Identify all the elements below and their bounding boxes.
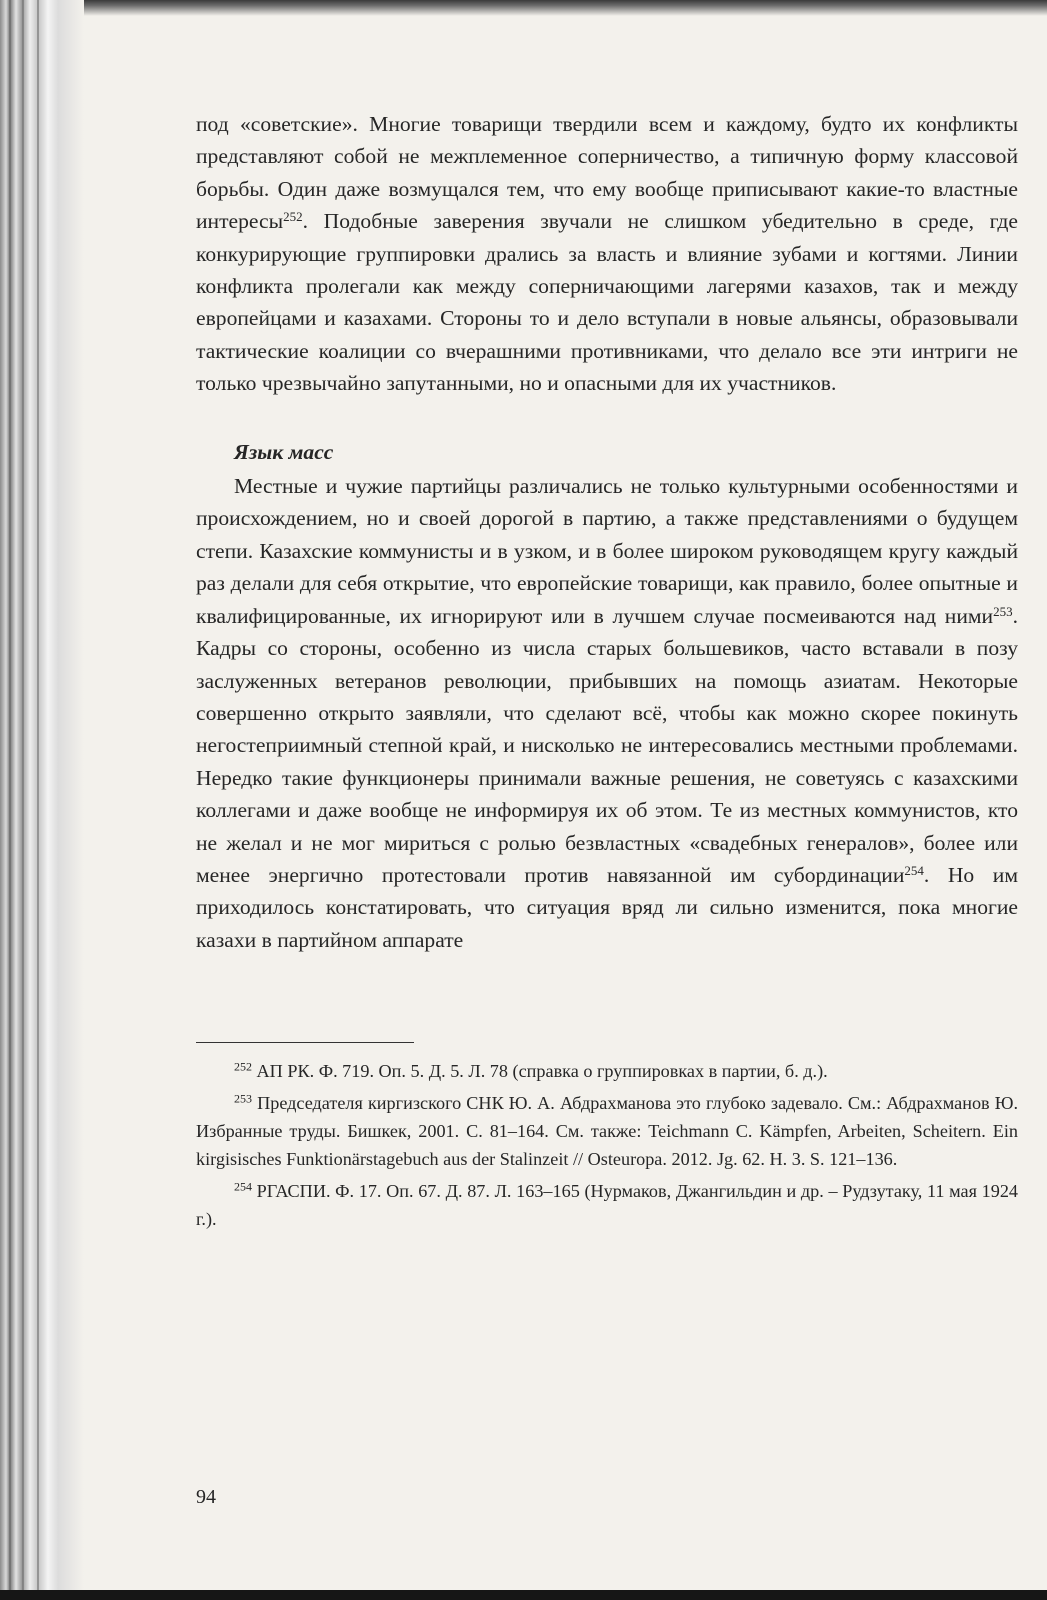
body-paragraph — [196, 470, 1018, 956]
paragraph-text: . Подобные заверения звучали не слишком убедительно в среде, где конкурирующие группировки дрались за власть и влияние зубами и когтями. Линии конфликта пролегали как между соперничающими лагерями казахов, так и между европейцами и казахами. Стороны то и дело вступали в новые альянсы, образовывали тактические коалиции со вчерашними противниками, что делало все эти интриги не только чрезвычайно запутанными, но и опасными для их участников. — [196, 209, 1018, 396]
paragraph-text: . Но им приходилось констатировать, что ситуация вряд ли сильно изменится, пока многие казахи в партийном аппарате — [196, 862, 1019, 952]
footnote-divider — [196, 1042, 414, 1043]
spine-edge-line — [22, 0, 24, 1600]
footnote — [196, 1057, 1018, 1085]
footnote-text: РГАСПИ. Ф. 17. Оп. 67. Д. 87. Л. 163–165 (Нурмаков, Джангильдин и др. – Рудзутаку, 11 мая 1924 г.). — [196, 1181, 1019, 1230]
footnote — [196, 1177, 1018, 1233]
section-heading: Язык масс — [234, 439, 334, 464]
book-spine-shadow — [0, 0, 84, 1600]
page-body — [196, 108, 1018, 1237]
footnote-number: 253 — [234, 1091, 252, 1106]
footnote-ref: 252 — [283, 209, 303, 225]
paragraph-text: Местные и чужие партийцы различались не только культурными особенностями и происхождением, но и своей дорогой в партию, а также представлениями о будущем степи. Казахские коммунисты и в узком, и в более широком руководящем кругу каждый раз делали для себя открытие, что европейские товарищи, как правило, более опытные и квалифицированные, их игнорируют или в лучшем случае посмеиваются над ними — [196, 474, 1018, 628]
footnote-number: 252 — [234, 1059, 252, 1074]
spine-edge-line — [37, 0, 39, 1600]
paragraph-text: под «советские». Многие товарищи твердили всем и каждому, будто их конфликты представляют собой не межплеменное соперничество, а типичную форму классовой борьбы. Один даже возмущался тем, что ему вообще приписывают какие-то властные интересы — [196, 112, 1018, 234]
footnote-ref: 254 — [904, 862, 924, 878]
scan-bottom-edge — [0, 1590, 1047, 1600]
footnote-ref: 253 — [993, 603, 1013, 619]
body-paragraph — [196, 108, 1018, 400]
page-number: 94 — [196, 1486, 216, 1508]
footnote-text: Председателя киргизского СНК Ю. А. Абдрахманова это глубоко задевало. См.: Абдрахманов Ю. Избранные труды. Бишкек, 2001. С. 81–164. См. также: Teichmann C. Kämpfen, Arbeiten, Scheitern. Ein kirgisisches Funktionärstagebuch aus der Stalinzeit // Osteuropa. 2012. Jg. 62. H. 3. S. 121–136. — [196, 1093, 1018, 1170]
footnote — [196, 1089, 1018, 1173]
spine-edge-line — [9, 0, 11, 1600]
footnote-text: АП РК. Ф. 719. Оп. 5. Д. 5. Л. 78 (справка о группировках в партии, б. д.). — [256, 1061, 828, 1082]
scan-top-shadow — [0, 0, 1047, 16]
paragraph-text: . Кадры со стороны, особенно из числа старых большевиков, часто вставали в позу заслуженных ветеранов революции, прибывших на помощь азиатам. Некоторые совершенно открыто заявляли, что сделают всё, чтобы как можно скорее покинуть негостеприимный степной край, и нисколько не интересовались местными проблемами. Нередко такие функционеры принимали важные решения, не советуясь с казахскими коллегами и даже вообще не информируя их об этом. Те из местных коммунистов, кто не желал и не мог мириться с ролью безвластных «свадебных генералов», более или менее энергично протестовали против навязанной им субординации — [196, 603, 1018, 887]
footnote-number: 254 — [234, 1179, 252, 1194]
